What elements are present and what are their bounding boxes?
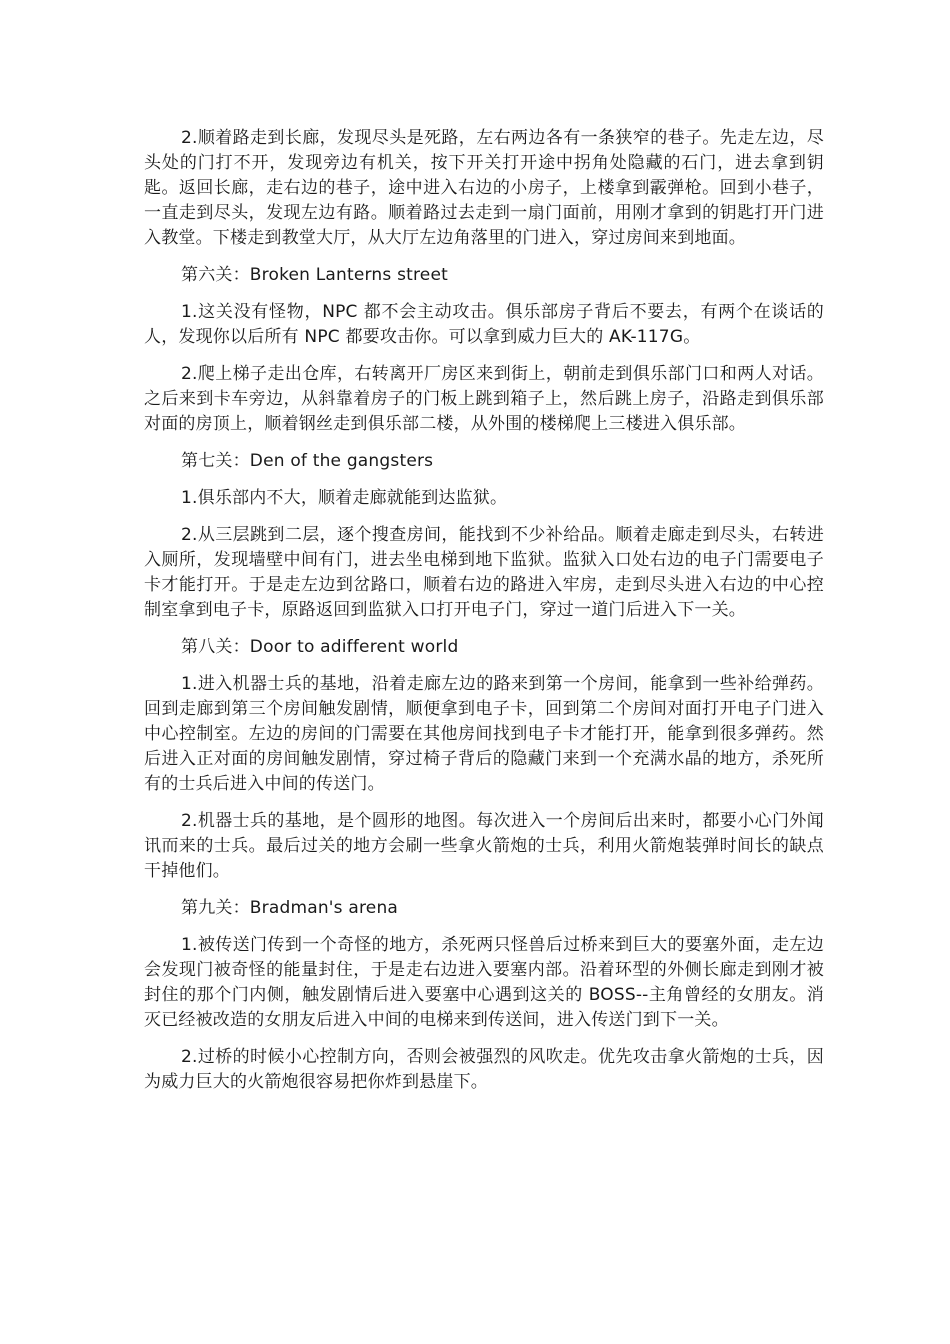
document-page	[144, 126, 824, 1107]
paragraph-stage5-step2: 2.顺着路走到长廊，发现尽头是死路，左右两边各有一条狭窄的巷子。先走左边，尽头处的门打不开，发现旁边有机关，按下开关打开途中拐角处隐藏的石门，进去拿到钥匙。返回长廊，走右边的巷子，途中进入右边的小房子，上楼拿到霰弹枪。回到小巷子，一直走到尽头，发现左边有路。顺着路过去走到一扇门面前，用刚才拿到的钥匙打开门进入教堂。下楼走到教堂大厅，从大厅左边角落里的门进入，穿过房间来到地面。	[144, 128, 824, 248]
paragraph-stage9-step1: 1.被传送门传到一个奇怪的地方，杀死两只怪兽后过桥来到巨大的要塞外面，走左边会发现门被奇怪的能量封住，于是走右边进入要塞内部。沿着环型的外侧长廊走到刚才被封住的那个门内侧，触发剧情后进入要塞中心遇到这关的 BOSS--主角曾经的女朋友。消灭已经被改造的女朋友后进入中间的电梯来到传送间，进入传送门到下一关。	[144, 935, 824, 1030]
paragraph-stage8-step2: 2.机器士兵的基地，是个圆形的地图。每次进入一个房间后出来时，都要小心门外闻讯而来的士兵。最后过关的地方会刷一些拿火箭炮的士兵，利用火箭炮装弹时间长的缺点干掉他们。	[144, 811, 824, 881]
paragraph-stage6-step2: 2.爬上梯子走出仓库，右转离开厂房区来到街上，朝前走到俱乐部门口和两人对话。之后来到卡车旁边，从斜靠着房子的门板上跳到箱子上，然后跳上房子，沿路走到俱乐部对面的房顶上，顺着钢丝走到俱乐部二楼，从外围的楼梯爬上三楼进入俱乐部。	[144, 364, 824, 434]
heading-stage9: 第九关：Bradman's arena	[181, 898, 399, 918]
paragraph-stage7-step2: 2.从三层跳到二层，逐个搜查房间，能找到不少补给品。顺着走廊走到尽头，右转进入厕所，发现墙壁中间有门，进去坐电梯到地下监狱。监狱入口处右边的电子门需要电子卡才能打开。于是走左边到岔路口，顺着右边的路进入牢房，走到尽头进入右边的中心控制室拿到电子卡，原路返回到监狱入口打开电子门，穿过一道门后进入下一关。	[144, 525, 824, 620]
paragraph-stage9-step2: 2.过桥的时候小心控制方向，否则会被强烈的风吹走。优先攻击拿火箭炮的士兵，因为威力巨大的火箭炮很容易把你炸到悬崖下。	[144, 1047, 824, 1092]
heading-stage8: 第八关：Door to adifferent world	[181, 637, 459, 657]
paragraph-stage6-step1: 1.这关没有怪物，NPC 都不会主动攻击。俱乐部房子背后不要去，有两个在谈话的人，发现你以后所有 NPC 都要攻击你。可以拿到威力巨大的 AK-117G。	[144, 302, 824, 347]
paragraph-stage8-step1: 1.进入机器士兵的基地，沿着走廊左边的路来到第一个房间，能拿到一些补给弹药。回到走廊到第三个房间触发剧情，顺便拿到电子卡，回到第二个房间对面打开电子门进入中心控制室。左边的房间的门需要在其他房间找到电子卡才能打开，能拿到很多弹药。然后进入正对面的房间触发剧情，穿过椅子背后的隐藏门来到一个充满水晶的地方，杀死所有的士兵后进入中间的传送门。	[144, 674, 824, 794]
paragraph-stage7-step1: 1.俱乐部内不大，顺着走廊就能到达监狱。	[181, 488, 508, 508]
heading-stage7: 第七关：Den of the gangsters	[181, 451, 434, 471]
heading-stage6: 第六关：Broken Lanterns street	[181, 265, 448, 285]
